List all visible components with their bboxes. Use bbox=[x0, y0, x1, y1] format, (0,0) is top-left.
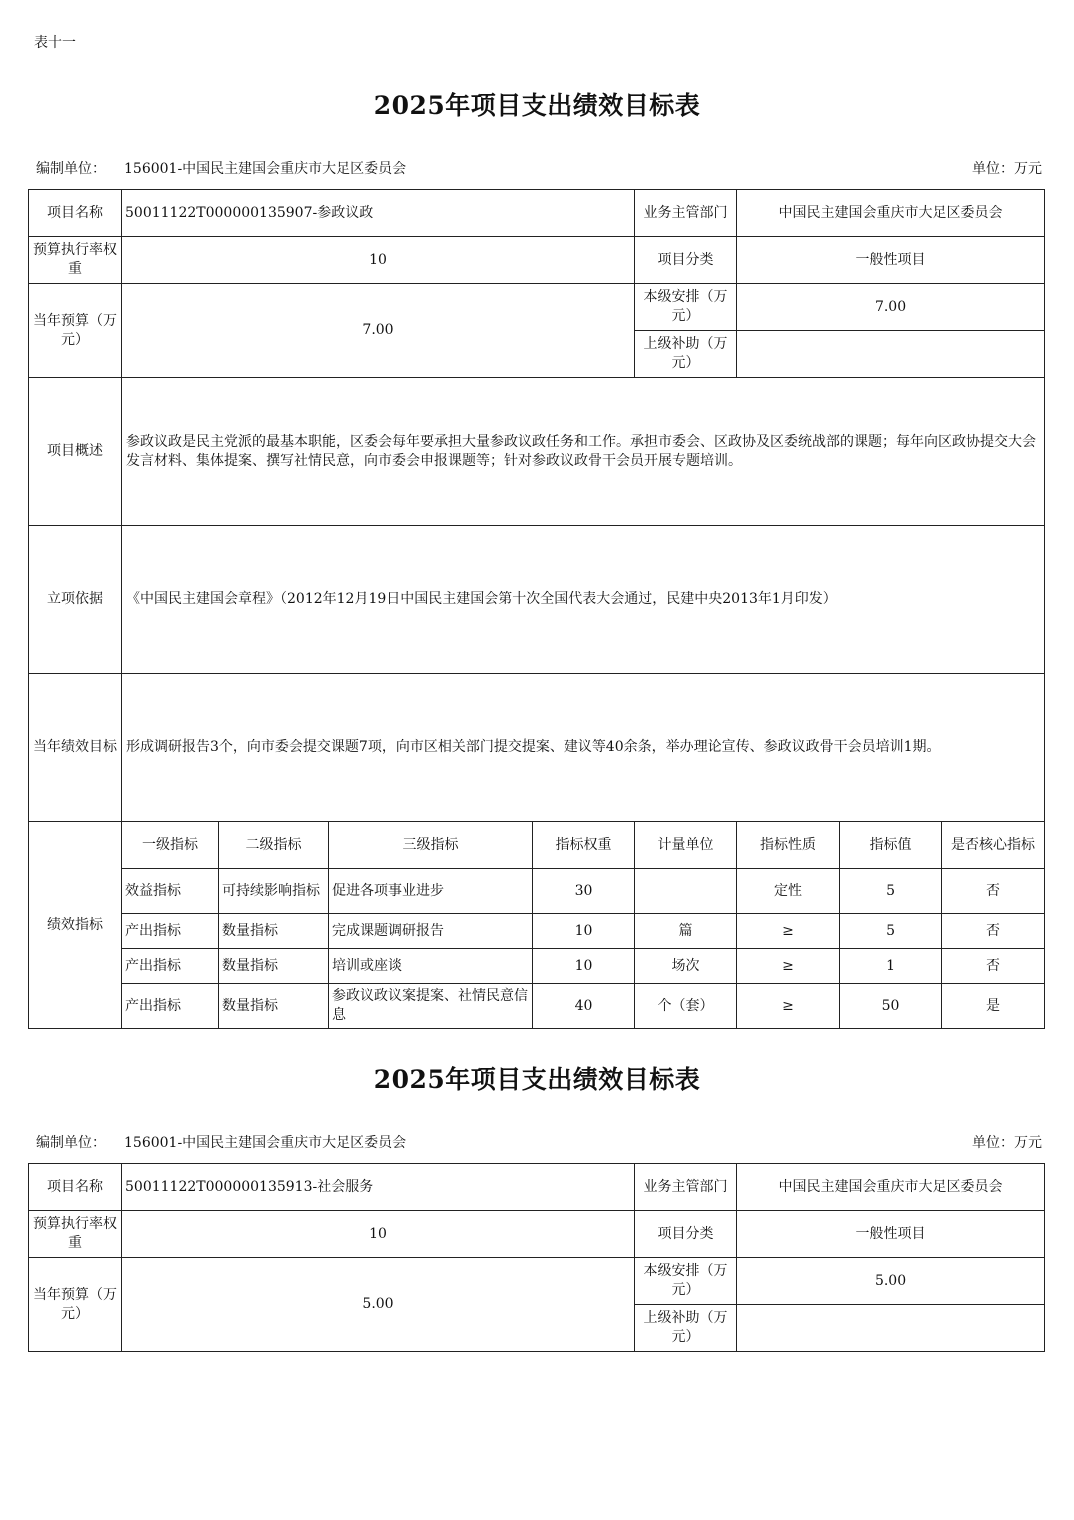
level2-indicator: 数量指标 bbox=[219, 949, 329, 984]
measure-unit: 场次 bbox=[635, 949, 737, 984]
weight-value: 10 bbox=[122, 1211, 635, 1258]
upper-subsidy-label: 上级补助（万元） bbox=[635, 1305, 737, 1352]
indicator-weight: 30 bbox=[533, 869, 635, 914]
table-row bbox=[29, 984, 1045, 1029]
level2-indicator: 可持续影响指标 bbox=[219, 869, 329, 914]
perf-header: 指标值 bbox=[840, 822, 942, 869]
level3-indicator: 培训或座谈 bbox=[329, 949, 533, 984]
weight-label: 预算执行率权重 bbox=[29, 237, 122, 284]
indicator-weight: 10 bbox=[533, 914, 635, 949]
perf-header: 是否核心指标 bbox=[942, 822, 1045, 869]
page-title: 2025年项目支出绩效目标表 bbox=[373, 91, 701, 120]
level1-indicator: 产出指标 bbox=[122, 949, 219, 984]
compiling-unit-name: 156001-中国民主建国会重庆市大足区委员会 bbox=[124, 161, 407, 177]
weight-value: 10 bbox=[122, 237, 635, 284]
currency-unit: 单位：万元 bbox=[972, 161, 1042, 177]
measure-unit: 篇 bbox=[635, 914, 737, 949]
upper-subsidy-value bbox=[737, 331, 1045, 378]
local-funding-value: 5.00 bbox=[737, 1258, 1045, 1305]
compiling-unit-label: 编制单位： bbox=[36, 161, 106, 177]
indicator-value: 50 bbox=[840, 984, 942, 1029]
is-core-indicator: 否 bbox=[942, 869, 1045, 914]
perf-header: 指标权重 bbox=[533, 822, 635, 869]
project-name-value: 50011122T000000135913-社会服务 bbox=[122, 1164, 635, 1211]
level3-indicator: 促进各项事业进步 bbox=[329, 869, 533, 914]
currency-unit: 单位：万元 bbox=[972, 1135, 1042, 1151]
budget-value: 7.00 bbox=[122, 284, 635, 378]
local-funding-label: 本级安排（万元） bbox=[635, 1258, 737, 1305]
local-funding-label: 本级安排（万元） bbox=[635, 284, 737, 331]
basis-label: 立项依据 bbox=[29, 526, 122, 674]
perf-header: 计量单位 bbox=[635, 822, 737, 869]
weight-label: 预算执行率权重 bbox=[29, 1211, 122, 1258]
level2-indicator: 数量指标 bbox=[219, 914, 329, 949]
overview-label: 项目概述 bbox=[29, 378, 122, 526]
indicator-value: 5 bbox=[840, 869, 942, 914]
level2-indicator: 数量指标 bbox=[219, 984, 329, 1029]
dept-label: 业务主管部门 bbox=[635, 1164, 737, 1211]
table-row bbox=[29, 914, 1045, 949]
level1-indicator: 产出指标 bbox=[122, 984, 219, 1029]
dept-value: 中国民主建国会重庆市大足区委员会 bbox=[737, 1164, 1045, 1211]
measure-unit: 个（套） bbox=[635, 984, 737, 1029]
budget-label: 当年预算（万元） bbox=[29, 284, 122, 378]
local-funding-value: 7.00 bbox=[737, 284, 1045, 331]
perf-header: 指标性质 bbox=[737, 822, 840, 869]
table-row bbox=[29, 949, 1045, 984]
perf-header: 一级指标 bbox=[122, 822, 219, 869]
category-value: 一般性项目 bbox=[737, 1211, 1045, 1258]
compiling-unit-label: 编制单位： bbox=[36, 1135, 106, 1151]
performance-table-2 bbox=[28, 1163, 1045, 1352]
is-core-indicator: 否 bbox=[942, 949, 1045, 984]
dept-value: 中国民主建国会重庆市大足区委员会 bbox=[737, 190, 1045, 237]
category-value: 一般性项目 bbox=[737, 237, 1045, 284]
category-label: 项目分类 bbox=[635, 237, 737, 284]
category-label: 项目分类 bbox=[635, 1211, 737, 1258]
perf-header: 三级指标 bbox=[329, 822, 533, 869]
compiling-unit bbox=[36, 158, 406, 178]
budget-value: 5.00 bbox=[122, 1258, 635, 1352]
indicator-value: 1 bbox=[840, 949, 942, 984]
indicator-nature: 定性 bbox=[737, 869, 840, 914]
table-row bbox=[29, 869, 1045, 914]
perf-label: 绩效指标 bbox=[29, 822, 122, 1029]
performance-table-1 bbox=[28, 189, 1045, 1029]
project-name-value: 50011122T000000135907-参政议政 bbox=[122, 190, 635, 237]
table-number-label: 表十一 bbox=[34, 35, 76, 51]
overview-text: 参政议政是民主党派的最基本职能，区委会每年要承担大量参政议政任务和工作。承担市委会、区政协及区委统战部的课题；每年向区政协提交大会发言材料、集体提案、撰写社情民意，向市委会申报课题等；针对参政议政骨干会员开展专题培训。 bbox=[122, 378, 1045, 526]
basis-text: 《中国民主建国会章程》（2012年12月19日中国民主建国会第十次全国代表大会通过，民建中央2013年1月印发） bbox=[122, 526, 1045, 674]
indicator-nature: ≥ bbox=[737, 984, 840, 1029]
is-core-indicator: 是 bbox=[942, 984, 1045, 1029]
measure-unit bbox=[635, 869, 737, 914]
indicator-nature: ≥ bbox=[737, 949, 840, 984]
compiling-unit-name: 156001-中国民主建国会重庆市大足区委员会 bbox=[124, 1135, 407, 1151]
goal-label: 当年绩效目标 bbox=[29, 674, 122, 822]
project-name-label: 项目名称 bbox=[29, 190, 122, 237]
indicator-value: 5 bbox=[840, 914, 942, 949]
level3-indicator: 完成课题调研报告 bbox=[329, 914, 533, 949]
unit-line bbox=[36, 158, 1042, 178]
project-name-label: 项目名称 bbox=[29, 1164, 122, 1211]
perf-header-row bbox=[29, 822, 1045, 869]
level1-indicator: 产出指标 bbox=[122, 914, 219, 949]
unit-line bbox=[36, 1132, 1042, 1152]
level3-indicator: 参政议政议案提案、社情民意信息 bbox=[329, 984, 533, 1029]
page-title: 2025年项目支出绩效目标表 bbox=[373, 1065, 701, 1094]
indicator-weight: 40 bbox=[533, 984, 635, 1029]
compiling-unit bbox=[36, 1132, 406, 1152]
budget-label: 当年预算（万元） bbox=[29, 1258, 122, 1352]
indicator-weight: 10 bbox=[533, 949, 635, 984]
indicator-nature: ≥ bbox=[737, 914, 840, 949]
is-core-indicator: 否 bbox=[942, 914, 1045, 949]
dept-label: 业务主管部门 bbox=[635, 190, 737, 237]
level1-indicator: 效益指标 bbox=[122, 869, 219, 914]
goal-text: 形成调研报告3个，向市委会提交课题7项，向市区相关部门提交提案、建议等40余条，举办理论宣传、参政议政骨干会员培训1期。 bbox=[122, 674, 1045, 822]
upper-subsidy-label: 上级补助（万元） bbox=[635, 331, 737, 378]
upper-subsidy-value bbox=[737, 1305, 1045, 1352]
perf-header: 二级指标 bbox=[219, 822, 329, 869]
